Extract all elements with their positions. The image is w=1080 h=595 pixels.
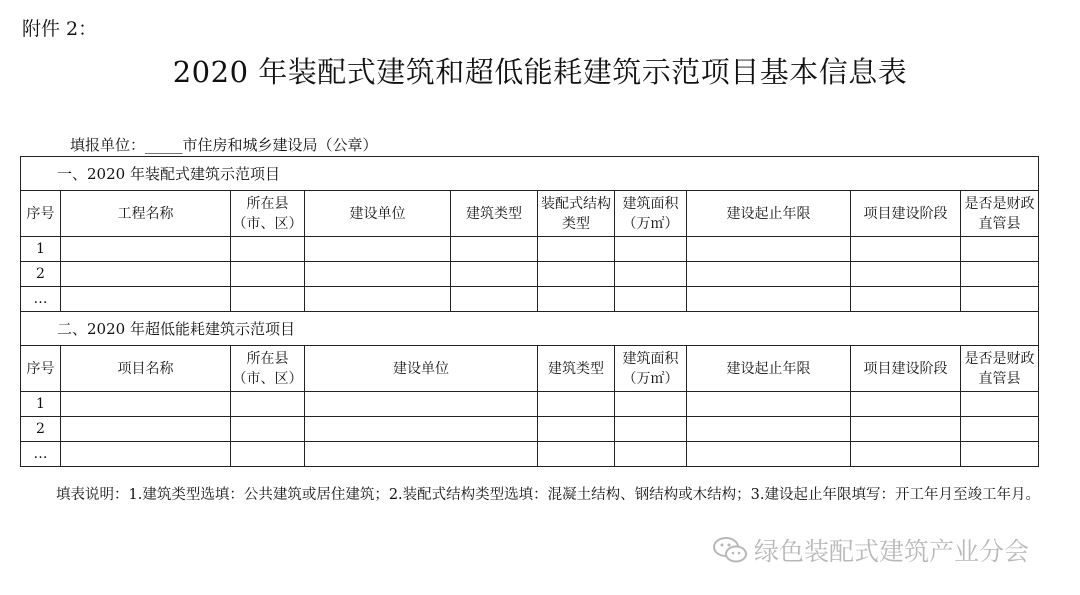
col-header-builder: 建设单位 — [305, 191, 451, 237]
table-cell[interactable] — [851, 237, 961, 262]
table-cell[interactable] — [961, 237, 1039, 262]
col-header-project-name: 项目名称 — [61, 346, 231, 392]
table-cell[interactable] — [851, 262, 961, 287]
col-header-area: 建筑面积（万㎡） — [615, 346, 687, 392]
watermark — [712, 532, 1029, 568]
section2-title: 二、2020 年超低能耗建筑示范项目 — [21, 312, 1039, 346]
table-cell[interactable] — [61, 237, 231, 262]
col-header-building-type: 建筑类型 — [451, 191, 538, 237]
col-header-area: 建筑面积（万㎡） — [615, 191, 687, 237]
table-row — [21, 287, 1039, 312]
table-cell[interactable] — [851, 287, 961, 312]
reporting-unit: 填报单位：_____市住房和城乡建设局（公章） — [70, 136, 378, 154]
col-header-stage: 项目建设阶段 — [851, 191, 961, 237]
row-index: 1 — [21, 392, 61, 417]
col-header-county: 所在县（市、区） — [231, 191, 305, 237]
table-cell[interactable] — [687, 417, 851, 442]
table-cell[interactable] — [615, 262, 687, 287]
col-header-index: 序号 — [21, 346, 61, 392]
table-cell[interactable] — [231, 417, 305, 442]
table-cell[interactable] — [231, 442, 305, 467]
row-index: 2 — [21, 262, 61, 287]
table-cell[interactable] — [538, 287, 615, 312]
attachment-label: 附件 2： — [22, 18, 98, 40]
col-header-builder: 建设单位 — [305, 346, 538, 392]
table-cell[interactable] — [231, 392, 305, 417]
table-cell[interactable] — [615, 392, 687, 417]
row-index: … — [21, 287, 61, 312]
table-row — [21, 392, 1039, 417]
table-cell[interactable] — [961, 287, 1039, 312]
section1-header-row — [21, 157, 1039, 191]
table-cell[interactable] — [851, 417, 961, 442]
table-cell[interactable] — [61, 287, 231, 312]
table-cell[interactable] — [305, 237, 451, 262]
row-index: 1 — [21, 237, 61, 262]
table-cell[interactable] — [615, 237, 687, 262]
col-header-prefab-structure: 装配式结构类型 — [538, 191, 615, 237]
watermark-text: 绿色装配式建筑产业分会 — [754, 537, 1030, 566]
table-cell[interactable] — [961, 417, 1039, 442]
table-cell[interactable] — [451, 262, 538, 287]
table-cell[interactable] — [305, 262, 451, 287]
table-row — [21, 237, 1039, 262]
col-header-fiscal-county: 是否是财政直管县 — [961, 346, 1039, 392]
document-title: 2020 年装配式建筑和超低能耗建筑示范项目基本信息表 — [172, 55, 908, 89]
table-cell[interactable] — [231, 287, 305, 312]
table-cell[interactable] — [687, 237, 851, 262]
table-row — [21, 262, 1039, 287]
table-cell[interactable] — [851, 392, 961, 417]
table-cell[interactable] — [61, 392, 231, 417]
table-cell[interactable] — [687, 392, 851, 417]
table-cell[interactable] — [61, 417, 231, 442]
table-cell[interactable] — [615, 417, 687, 442]
row-index: 2 — [21, 417, 61, 442]
col-header-period: 建设起止年限 — [687, 191, 851, 237]
chat-bubbles-icon — [712, 535, 748, 565]
table-cell[interactable] — [451, 237, 538, 262]
table-cell[interactable] — [538, 442, 615, 467]
form-instructions: 填表说明：1.建筑类型选填：公共建筑或居住建筑；2.装配式结构类型选填：混凝土结构、钢结构或木结构；3.建设起止年限填写：开工年月至竣工年月。 — [56, 487, 1040, 503]
table-cell[interactable] — [687, 442, 851, 467]
table-cell[interactable] — [851, 442, 961, 467]
table-cell[interactable] — [961, 262, 1039, 287]
table-cell[interactable] — [538, 237, 615, 262]
col-header-index: 序号 — [21, 191, 61, 237]
col-header-fiscal-county: 是否是财政直管县 — [961, 191, 1039, 237]
table-cell[interactable] — [615, 442, 687, 467]
table-cell[interactable] — [231, 237, 305, 262]
project-info-table — [20, 156, 1039, 467]
col-header-building-type: 建筑类型 — [538, 346, 615, 392]
section1-column-headers — [21, 191, 1039, 237]
table-cell[interactable] — [961, 392, 1039, 417]
col-header-period: 建设起止年限 — [687, 346, 851, 392]
section2-header-row — [21, 312, 1039, 346]
table-cell[interactable] — [961, 442, 1039, 467]
table-row — [21, 442, 1039, 467]
section1-title: 一、2020 年装配式建筑示范项目 — [21, 157, 1039, 191]
table-cell[interactable] — [451, 287, 538, 312]
table-cell[interactable] — [615, 287, 687, 312]
table-cell[interactable] — [538, 262, 615, 287]
table-cell[interactable] — [61, 442, 231, 467]
section2-column-headers — [21, 346, 1039, 392]
table-cell[interactable] — [305, 287, 451, 312]
table-cell[interactable] — [61, 262, 231, 287]
col-header-project-name: 工程名称 — [61, 191, 231, 237]
table-cell[interactable] — [538, 417, 615, 442]
table-cell[interactable] — [305, 417, 538, 442]
table-cell[interactable] — [305, 392, 538, 417]
table-cell[interactable] — [687, 287, 851, 312]
table-row — [21, 417, 1039, 442]
table-cell[interactable] — [231, 262, 305, 287]
table-cell[interactable] — [305, 442, 538, 467]
col-header-stage: 项目建设阶段 — [851, 346, 961, 392]
table-cell[interactable] — [687, 262, 851, 287]
table-cell[interactable] — [538, 392, 615, 417]
col-header-county: 所在县（市、区） — [231, 346, 305, 392]
row-index: … — [21, 442, 61, 467]
